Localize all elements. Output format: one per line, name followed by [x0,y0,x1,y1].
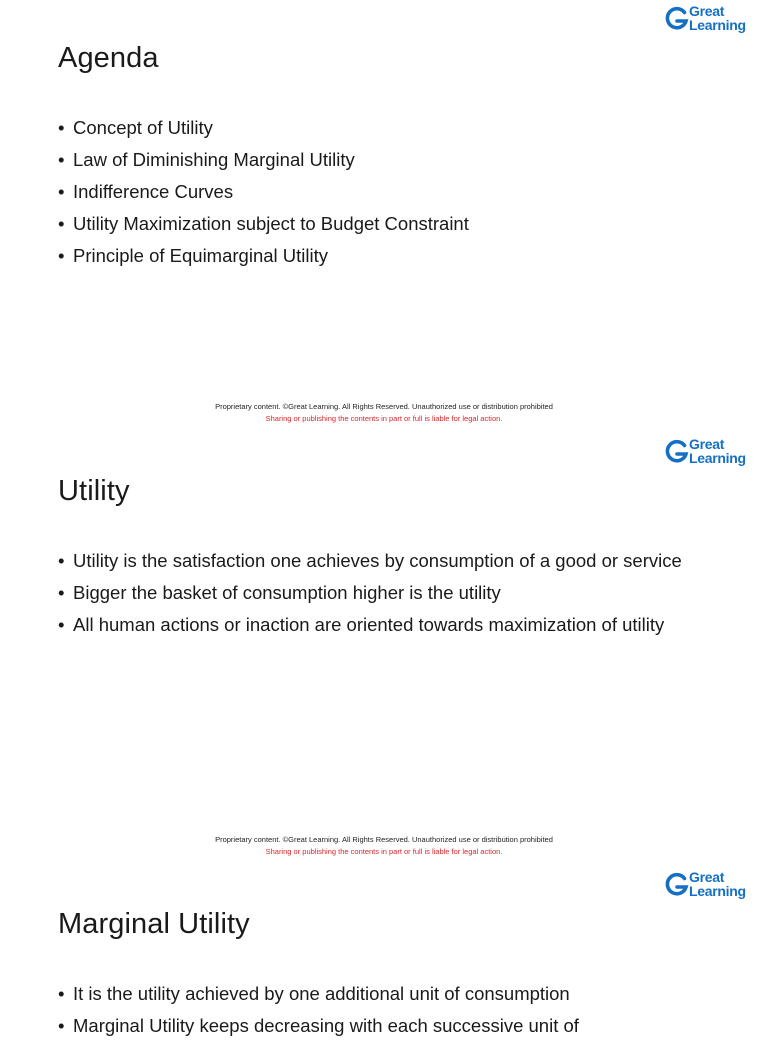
footer-legal-notice: Sharing or publishing the contents in part or full is liable for legal action. [265,847,503,856]
logo-line2: Learning [689,17,746,33]
slide-title: Marginal Utility [58,908,250,940]
logo-line2: Learning [689,450,746,466]
slide-title: Agenda [58,42,159,74]
logo-line1: Great [689,869,725,885]
logo-line1: Great [689,436,725,452]
slide-footer [0,834,768,858]
logo-text [689,870,746,898]
footer-legal-notice: Sharing or publishing the contents in part or full is liable for legal action. [265,414,503,423]
bullet-list [58,549,718,645]
slide-agenda [0,0,768,433]
bullet-item: • Marginal Utility keeps decreasing with each successive unit of [58,1014,718,1038]
slide-title: Utility [58,475,130,507]
logo-line2: Learning [689,883,746,899]
bullet-item: • Law of Diminishing Marginal Utility [58,148,718,172]
bullet-item: • Bigger the basket of consumption higher is the utility [58,581,718,605]
bullet-item: • Principle of Equimarginal Utility [58,244,718,268]
logo-line1: Great [689,3,725,19]
great-learning-logo [664,438,756,468]
g-logo-icon [664,439,690,465]
g-logo-icon [664,6,690,32]
bullet-item: • It is the utility achieved by one additional unit of consumption [58,982,718,1006]
great-learning-logo [664,5,756,35]
bullet-item: • Utility Maximization subject to Budget Constraint [58,212,718,236]
bullet-item: • Concept of Utility [58,116,718,140]
slide-utility [0,433,768,866]
slide-footer [0,401,768,425]
footer-proprietary-notice: Proprietary content. ©Great Learning. All Rights Reserved. Unauthorized use or distribution prohibited [215,402,553,411]
g-logo-icon [664,872,690,898]
bullet-item: • Utility is the satisfaction one achieves by consumption of a good or service [58,549,718,573]
great-learning-logo [664,871,756,901]
footer-proprietary-notice: Proprietary content. ©Great Learning. All Rights Reserved. Unauthorized use or distribution prohibited [215,835,553,844]
bullet-item: • All human actions or inaction are oriented towards maximization of utility [58,613,718,637]
logo-text [689,437,746,465]
bullet-item: • Indifference Curves [58,180,718,204]
slide-marginal-utility [0,866,768,1036]
bullet-list [58,116,718,276]
bullet-list [58,982,718,1046]
logo-text [689,4,746,32]
